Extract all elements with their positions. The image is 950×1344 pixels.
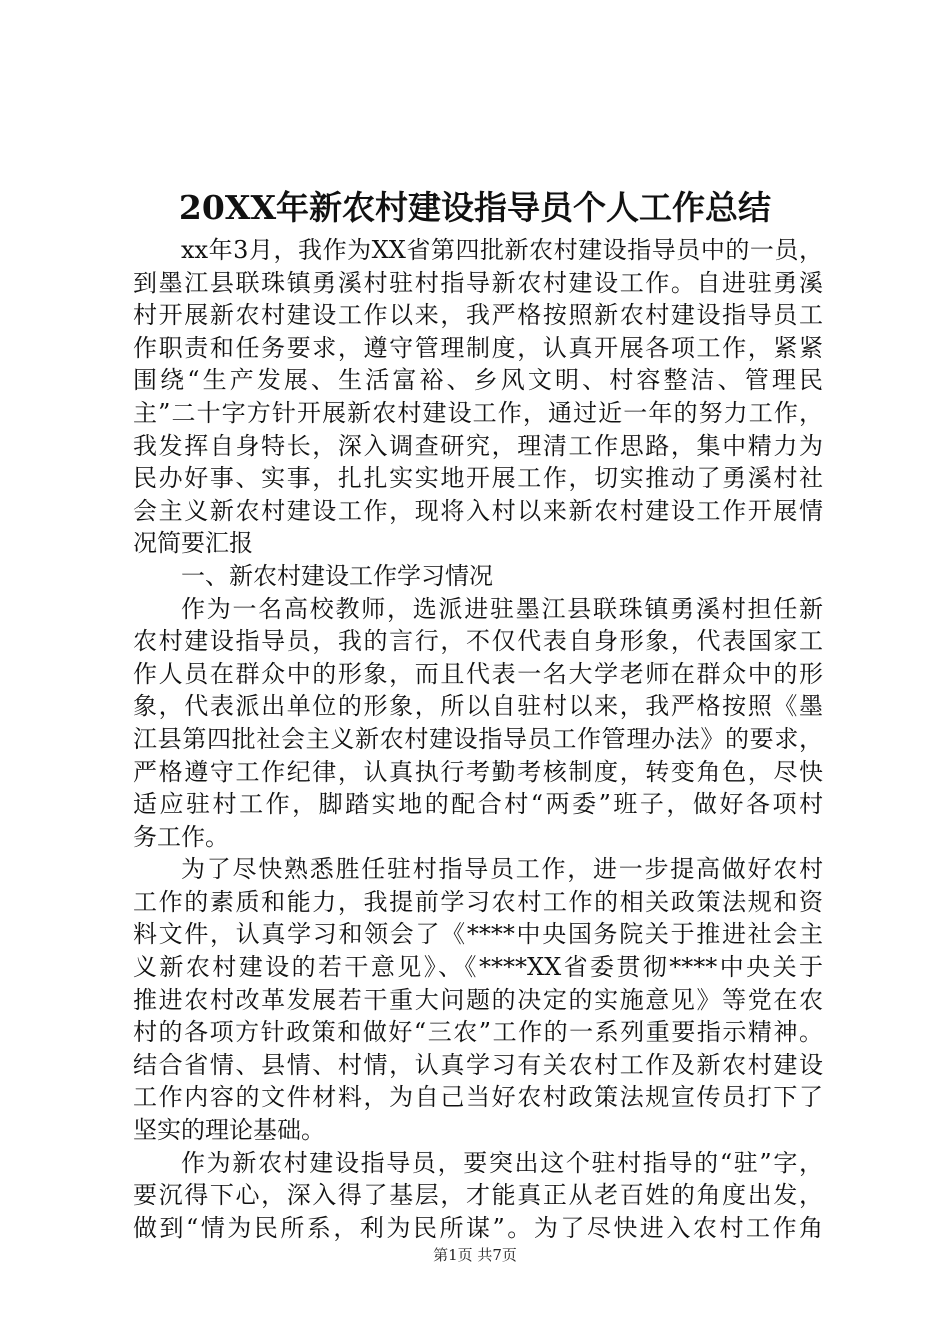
body-line: 义新农村建设的若干意见》、《****XX省委贯彻****中央关于 (133, 953, 823, 982)
body-line: 村开展新农村建设工作以来，我严格按照新农村建设指导员工 (133, 301, 823, 330)
body-line: 工作的素质和能力，我提前学习农村工作的相关政策法规和资 (133, 887, 823, 916)
body-line: 一、新农村建设工作学习情况 (181, 561, 493, 590)
body-line: 主”二十字方针开展新农村建设工作，通过近一年的努力工作， (133, 398, 823, 427)
body-line: 为了尽快熟悉胜任驻村指导员工作，进一步提高做好农村 (181, 855, 823, 884)
body-line: 坚实的理论基础。 (133, 1116, 325, 1145)
body-line: 况简要汇报 (133, 529, 253, 558)
body-line: 农村建设指导员，我的言行，不仅代表自身形象，代表国家工 (133, 627, 823, 656)
body-line: 料文件，认真学习和领会了《****中央国务院关于推进社会主 (133, 920, 823, 949)
document-body (133, 234, 823, 1244)
body-line: 推进农村改革发展若干重大问题的决定的实施意见》等党在农 (133, 985, 823, 1014)
body-line: 工作内容的文件材料，为自己当好农村政策法规宣传员打下了 (133, 1083, 823, 1112)
body-line: 到墨江县联珠镇勇溪村驻村指导新农村建设工作。自进驻勇溪 (133, 268, 823, 297)
body-line: 围绕“生产发展、生活富裕、乡风文明、村容整洁、管理民 (133, 366, 823, 395)
body-line: 务工作。 (133, 822, 229, 851)
body-line: 要沉得下心，深入得了基层，才能真正从老百姓的角度出发， (133, 1181, 823, 1210)
body-line: 作为一名高校教师，选派进驻墨江县联珠镇勇溪村担任新 (181, 594, 823, 623)
page-footer: 第1页 共7页 (433, 1246, 517, 1264)
body-line: 结合省情、县情、村情，认真学习有关农村工作及新农村建设 (133, 1050, 823, 1079)
document-title: 20XX年新农村建设指导员个人工作总结 (178, 188, 772, 227)
body-line: xx年3月，我作为XX省第四批新农村建设指导员中的一员， (181, 236, 823, 264)
body-line: 我发挥自身特长，深入调查研究，理清工作思路，集中精力为 (133, 431, 823, 460)
body-line: 适应驻村工作，脚踏实地的配合村“两委”班子，做好各项村 (133, 790, 823, 819)
body-line: 作为新农村建设指导员，要突出这个驻村指导的“驻”字， (181, 1148, 823, 1177)
body-line: 民办好事、实事，扎扎实实地开展工作，切实推动了勇溪村社 (133, 464, 823, 493)
body-line: 作人员在群众中的形象，而且代表一名大学老师在群众中的形 (133, 659, 823, 688)
body-line: 象，代表派出单位的形象，所以自驻村以来，我严格按照《墨 (133, 692, 823, 721)
body-line: 江县第四批社会主义新农村建设指导员工作管理办法》的要求， (133, 724, 823, 753)
body-line: 严格遵守工作纪律，认真执行考勤考核制度，转变角色，尽快 (133, 757, 823, 786)
body-line: 村的各项方针政策和做好“三农”工作的一系列重要指示精神。 (133, 1018, 823, 1047)
body-line: 做到“情为民所系，利为民所谋”。为了尽快进入农村工作角 (133, 1213, 823, 1242)
body-line: 作职责和任务要求，遵守管理制度，认真开展各项工作，紧紧 (133, 333, 823, 362)
body-line: 会主义新农村建设工作，现将入村以来新农村建设工作开展情 (133, 496, 823, 525)
